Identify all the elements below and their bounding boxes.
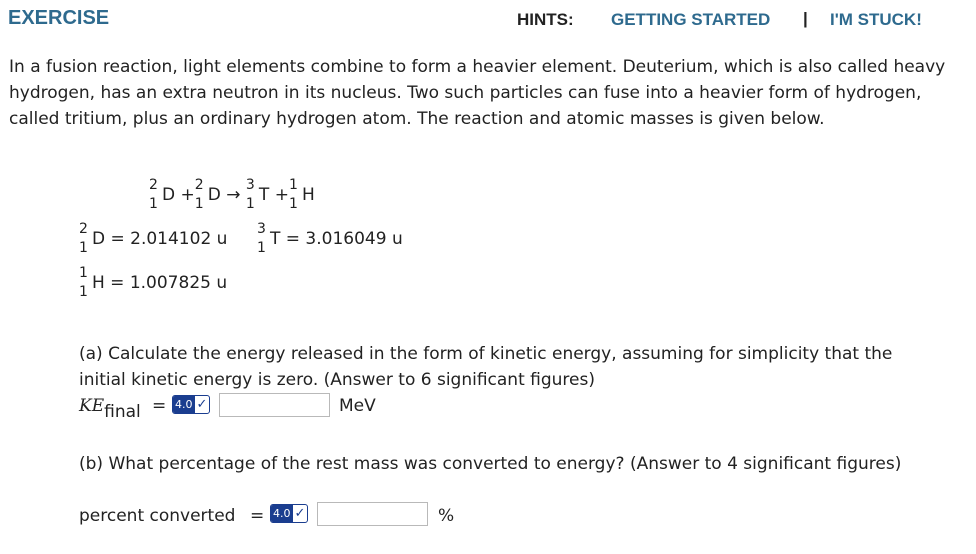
ke-subscript: final (104, 402, 141, 422)
deuterium-mass-text: D = 2.014102 u (92, 229, 228, 249)
nuclide-tritium: 3 1 (245, 177, 255, 212)
nuclide-deuterium: 2 1 (79, 221, 88, 256)
check-icon: ✓ (196, 396, 208, 412)
nuclide-tritium: 3 1 (257, 221, 266, 256)
attempts-badge[interactable] (172, 395, 210, 414)
part-a-label (79, 396, 141, 422)
nuclide-deuterium-2: 2 1 (194, 177, 204, 212)
exercise-header (0, 0, 976, 40)
percent-converted-input[interactable] (317, 502, 428, 526)
im-stuck-link[interactable]: I'M STUCK! (830, 10, 922, 29)
hints-separator: | (803, 9, 808, 28)
exercise-title: EXERCISE (8, 7, 110, 29)
part-a-badge[interactable] (172, 394, 210, 414)
plus-sign: + (180, 185, 195, 205)
getting-started-link[interactable]: GETTING STARTED (611, 10, 771, 29)
part-b-badge[interactable] (270, 503, 308, 523)
part-a-equals: = (152, 396, 167, 416)
ke-symbol: KE (79, 396, 105, 416)
attempts-badge[interactable] (270, 504, 308, 523)
hydrogen-mass (79, 266, 227, 300)
part-a-question: (a) Calculate the energy released in the form of kinetic energy, assuming for simplicity that the initial kinetic energy is zero. (Answer to 6 significant figures) (79, 344, 893, 390)
symbol-t: T (258, 185, 270, 205)
attempts-value: 4.0 (273, 506, 291, 520)
part-b-unit: % (438, 506, 455, 526)
check-icon: ✓ (294, 505, 306, 521)
hints-label: HINTS: (517, 10, 574, 29)
attempts-value: 4.0 (175, 397, 193, 411)
part-b-equals: = (250, 506, 265, 526)
plus-sign: + (274, 185, 289, 205)
part-b-label: percent converted (79, 506, 236, 526)
tritium-mass-text: T = 3.016049 u (270, 229, 403, 249)
symbol-d2: D (207, 185, 221, 205)
reaction-arrow-icon: → (226, 185, 241, 205)
tritium-mass (257, 222, 403, 256)
symbol-h: H (301, 185, 315, 205)
symbol-d1: D (162, 185, 176, 205)
deuterium-mass (79, 222, 227, 256)
reaction-equation (149, 178, 315, 212)
nuclide-deuterium-1: 2 1 (149, 177, 158, 212)
ke-final-input[interactable] (219, 393, 330, 417)
hydrogen-mass-text: H = 1.007825 u (92, 273, 228, 293)
part-b-question: (b) What percentage of the rest mass was converted to energy? (Answer to 4 significant figures) (79, 454, 902, 474)
nuclide-hydrogen: 1 1 (79, 265, 88, 300)
part-a-unit: MeV (339, 396, 376, 416)
nuclide-hydrogen: 1 1 (288, 177, 298, 212)
problem-intro: In a fusion reaction, light elements combine to form a heavier element. Deuterium, which is also called heavy hydrogen, has an extra neutron in its nucleus. Two such particles can fuse into a heavier form of hydrogen, called tritium, plus an ordinary hydrogen atom. The reaction and atomic masses is given below. (9, 57, 946, 129)
